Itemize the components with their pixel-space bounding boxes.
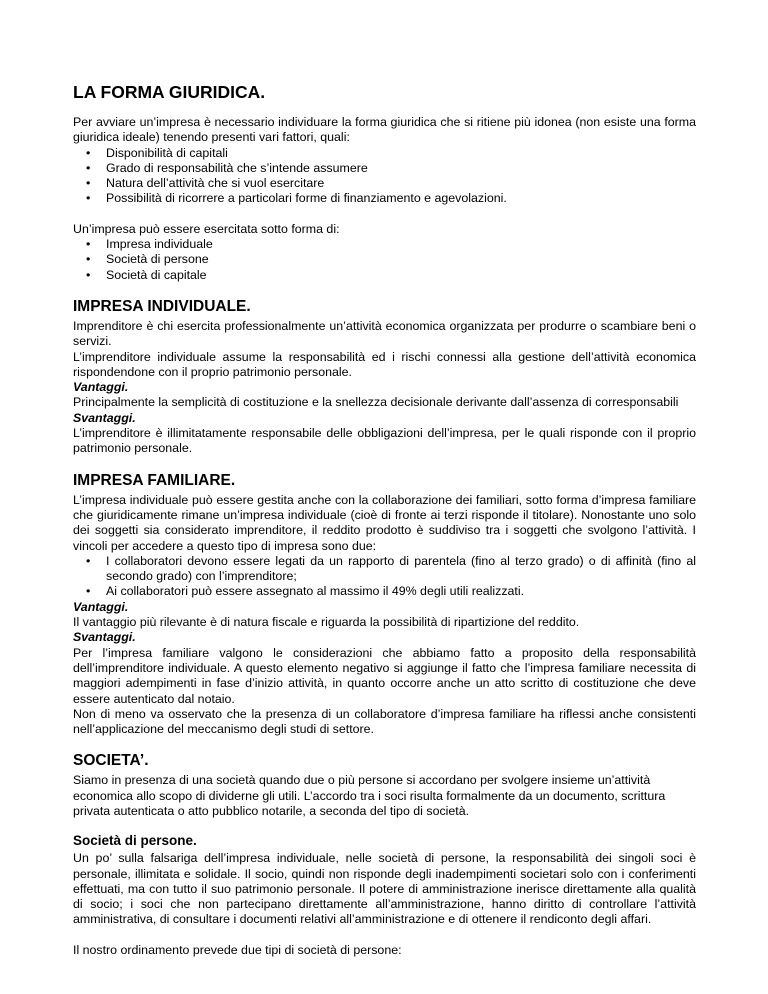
intro-paragraph: Per avviare un’impresa è necessario individuare la forma giuridica che si ritiene più idonea (non esiste una forma giuridica ideale) tenendo presenti vari fattori, quali: <box>73 115 696 145</box>
bullet-icon: • <box>86 267 91 282</box>
vantaggi-label: Vantaggi. <box>73 380 129 395</box>
list-item: • Grado di responsabilità che s’intende assumere <box>86 160 368 175</box>
section-heading-impresa-individuale: IMPRESA INDIVIDUALE. <box>73 297 251 315</box>
section-heading-societa: SOCIETA’. <box>73 752 149 770</box>
bullet-icon: • <box>86 176 91 191</box>
vantaggi-label: Vantaggi. <box>73 599 129 614</box>
paragraph: Non di meno va osservato che la presenza di un collaboratore d’impresa familiare ha riflessi anche consistenti nell’applicazione del meccanismo degli studi di settore. <box>73 706 696 737</box>
paragraph: Il vantaggio più rilevante è di natura fiscale e riguarda la possibilità di ripartizione del reddito. <box>73 615 580 630</box>
section-heading-impresa-familiare: IMPRESA FAMILIARE. <box>73 471 236 489</box>
paragraph: L’imprenditore individuale assume la responsabilità ed i rischi connessi alla gestione dell’attività economica rispondendone con il proprio patrimonio personale. <box>73 349 696 379</box>
bullet-icon: • <box>86 553 91 568</box>
paragraph: L’imprenditore è illimitatamente responsabile delle obbligazioni dell’impresa, per le quali risponde con il proprio patrimonio personale. <box>73 426 696 456</box>
subsection-heading-societa-di-persone: Società di persone. <box>73 833 197 849</box>
page-title: LA FORMA GIURIDICA. <box>73 82 266 102</box>
svantaggi-label: Svantaggi. <box>73 410 136 425</box>
paragraph: Un po’ sulla falsariga dell’impresa individuale, nelle società di persone, la responsabilità dei singoli soci è personale, illimitata e solidale. Il socio, quindi non risponde degli inadempimenti societari solo con i conferimenti effettuati, ma con tutto il suo patrimonio personale. Il potere di amministrazione inerisce direttamente alla qualità di socio; i soci che non partecipano direttamente all’amministrazione, hanno diritto di controllare l’attività amministrativa, di consultare i documenti relativi all’amministrazione e di ottenere il rendiconto degli affari. <box>73 851 696 927</box>
svantaggi-label: Svantaggi. <box>73 630 136 645</box>
paragraph: Siamo in presenza di una società quando due o più persone si accordano per svolgere insieme un’attività economica allo scopo di dividerne gli utili. L’accordo tra i soci risulta formalmente da un documento, scrittura privata autenticata o atto pubblico notarile, a seconda del tipo di società. <box>73 773 666 818</box>
list-item: • Società di capitale <box>86 267 207 282</box>
list-item: • Società di persone <box>86 252 209 267</box>
forms-list <box>73 237 696 283</box>
forms-intro: Un’impresa può essere esercitata sotto forma di: <box>73 221 340 236</box>
list-item: • Ai collaboratori può essere assegnato al massimo il 49% degli utili realizzati. <box>86 584 525 599</box>
list-item: • I collaboratori devono essere legati da un rapporto di parentela (fino al terzo grado) o di affinità (fino al secondo grado) con l’imprenditore; <box>86 553 696 584</box>
bullet-icon: • <box>86 191 91 206</box>
paragraph: Per l’impresa familiare valgono le considerazioni che abbiamo fatto a proposito della responsabilità dell’imprenditore individuale. A questo elemento negativo si aggiunge il fatto che l’impresa familiare necessita di maggiori adempimenti in fase d’inizio attività, in quanto occorre anche un atto scritto di costituzione che deve essere autenticato dal notaio. <box>73 645 696 706</box>
list-item: • Disponibilità di capitali <box>86 145 228 160</box>
bullet-icon: • <box>86 584 91 599</box>
paragraph: Il nostro ordinamento prevede due tipi di società di persone: <box>73 942 402 957</box>
bullet-icon: • <box>86 252 91 267</box>
paragraph: Imprenditore è chi esercita professionalmente un’attività economica organizzata per produrre o scambiare beni o servizi. <box>73 318 696 349</box>
list-item: • Impresa individuale <box>86 237 213 252</box>
paragraph: L’impresa individuale può essere gestita anche con la collaborazione dei familiari, sotto forma d’impresa familiare che giuridicamente rimane un’impresa individuale (cioè di fronte ai terzi risponde il titolare). Nonostante uno solo dei soggetti sia considerato imprenditore, il reddito prodotto è suddiviso tra i soggetti che svolgono l’attività. I vincoli per accedere a questo tipo di impresa sono due: <box>73 492 696 553</box>
paragraph: Principalmente la semplicità di costituzione e la snellezza decisionale derivante dall’assenza di corresponsabili <box>73 395 679 410</box>
bullet-icon: • <box>86 160 91 175</box>
bullet-icon: • <box>86 237 91 252</box>
list-item: • Possibilità di ricorrere a particolari forme di finanziamento e agevolazioni. <box>86 191 507 206</box>
bullet-icon: • <box>86 145 91 160</box>
list-item: • Natura dell’attività che si vuol esercitare <box>86 176 325 191</box>
factors-list <box>73 146 696 207</box>
vincoli-list <box>73 554 696 600</box>
